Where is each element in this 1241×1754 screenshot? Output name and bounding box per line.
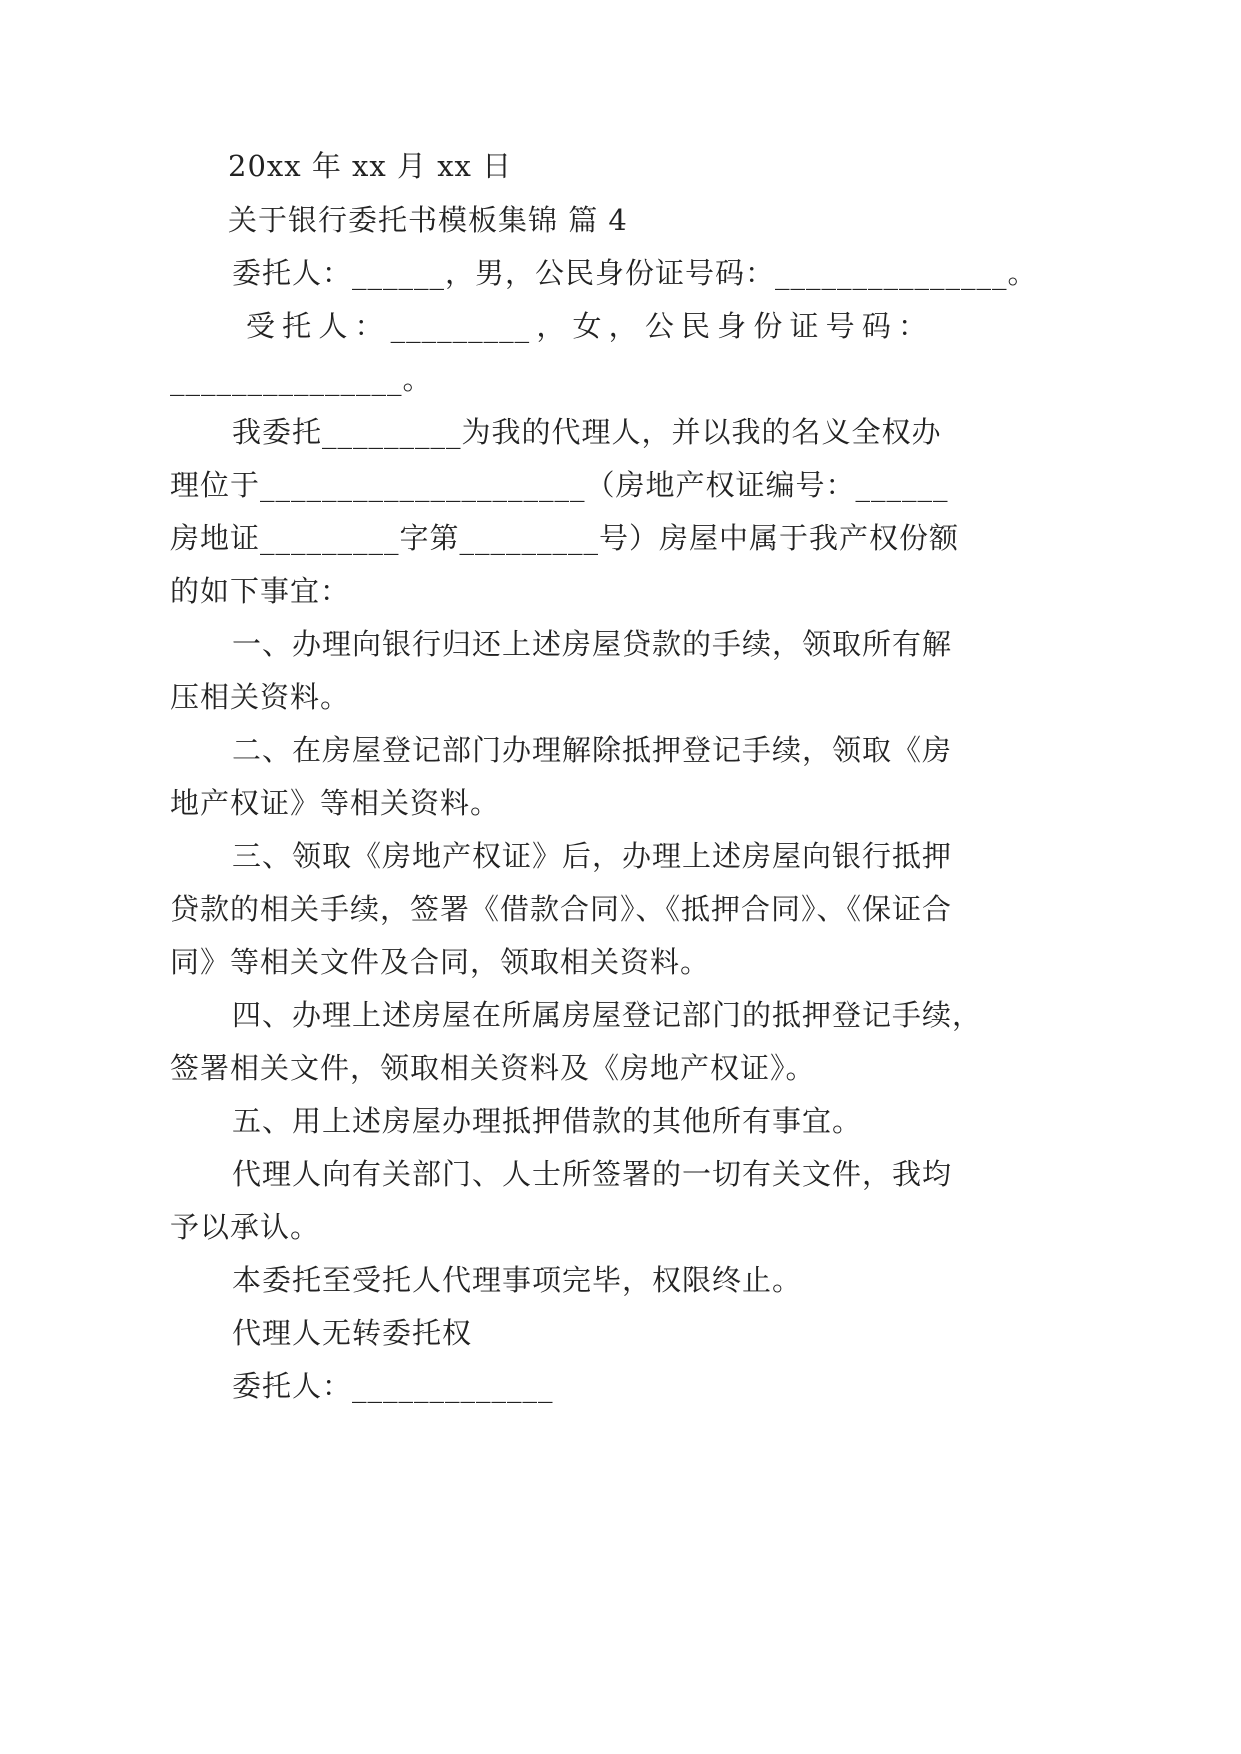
body-line: 我委托_________为我的代理人，并以我的名义全权办 bbox=[232, 415, 942, 449]
agent-id-line: _______________。 bbox=[170, 362, 433, 396]
body-line: 房地证_________字第_________号）房屋中属于我产权份额 bbox=[170, 521, 960, 555]
acknowledgement-line: 予以承认。 bbox=[170, 1210, 321, 1244]
section-title: 关于银行委托书模板集锦 篇 4 bbox=[228, 203, 628, 237]
body-line: 的如下事宜： bbox=[170, 574, 351, 608]
item-4-line: 签署相关文件，领取相关资料及《房地产权证》。 bbox=[170, 1051, 816, 1085]
item-3-line: 贷款的相关手续，签署《借款合同》、《抵押合同》、《保证合 bbox=[170, 892, 953, 926]
no-subdelegation-line: 代理人无转委托权 bbox=[232, 1316, 473, 1350]
item-1-line: 一、办理向银行归还上述房屋贷款的手续，领取所有解 bbox=[232, 627, 953, 661]
signature-line: 委托人：_____________ bbox=[232, 1369, 554, 1403]
item-2-line: 地产权证》等相关资料。 bbox=[170, 786, 501, 820]
item-4-line: 四、办理上述房屋在所属房屋登记部门的抵押登记手续， bbox=[232, 998, 983, 1032]
item-3-line: 三、领取《房地产权证》后，办理上述房屋向银行抵押 bbox=[232, 839, 953, 873]
item-3-line: 同》等相关文件及合同，领取相关资料。 bbox=[170, 945, 711, 979]
principal-line: 委托人：______，男，公民身份证号码：_______________。 bbox=[232, 256, 1038, 290]
body-line: 理位于_____________________（房地产权证编号：______ bbox=[170, 468, 949, 502]
item-5-line: 五、用上述房屋办理抵押借款的其他所有事宜。 bbox=[232, 1104, 863, 1138]
item-2-line: 二、在房屋登记部门办理解除抵押登记手续，领取《房 bbox=[232, 733, 953, 767]
agent-line: 受托人：_________，女，公民身份证号码： bbox=[246, 309, 928, 343]
item-1-line: 压相关资料。 bbox=[170, 680, 351, 714]
term-line: 本委托至受托人代理事项完毕，权限终止。 bbox=[232, 1263, 803, 1297]
acknowledgement-line: 代理人向有关部门、人士所签署的一切有关文件，我均 bbox=[232, 1157, 953, 1191]
date-line: 20xx 年 xx 月 xx 日 bbox=[228, 149, 513, 183]
